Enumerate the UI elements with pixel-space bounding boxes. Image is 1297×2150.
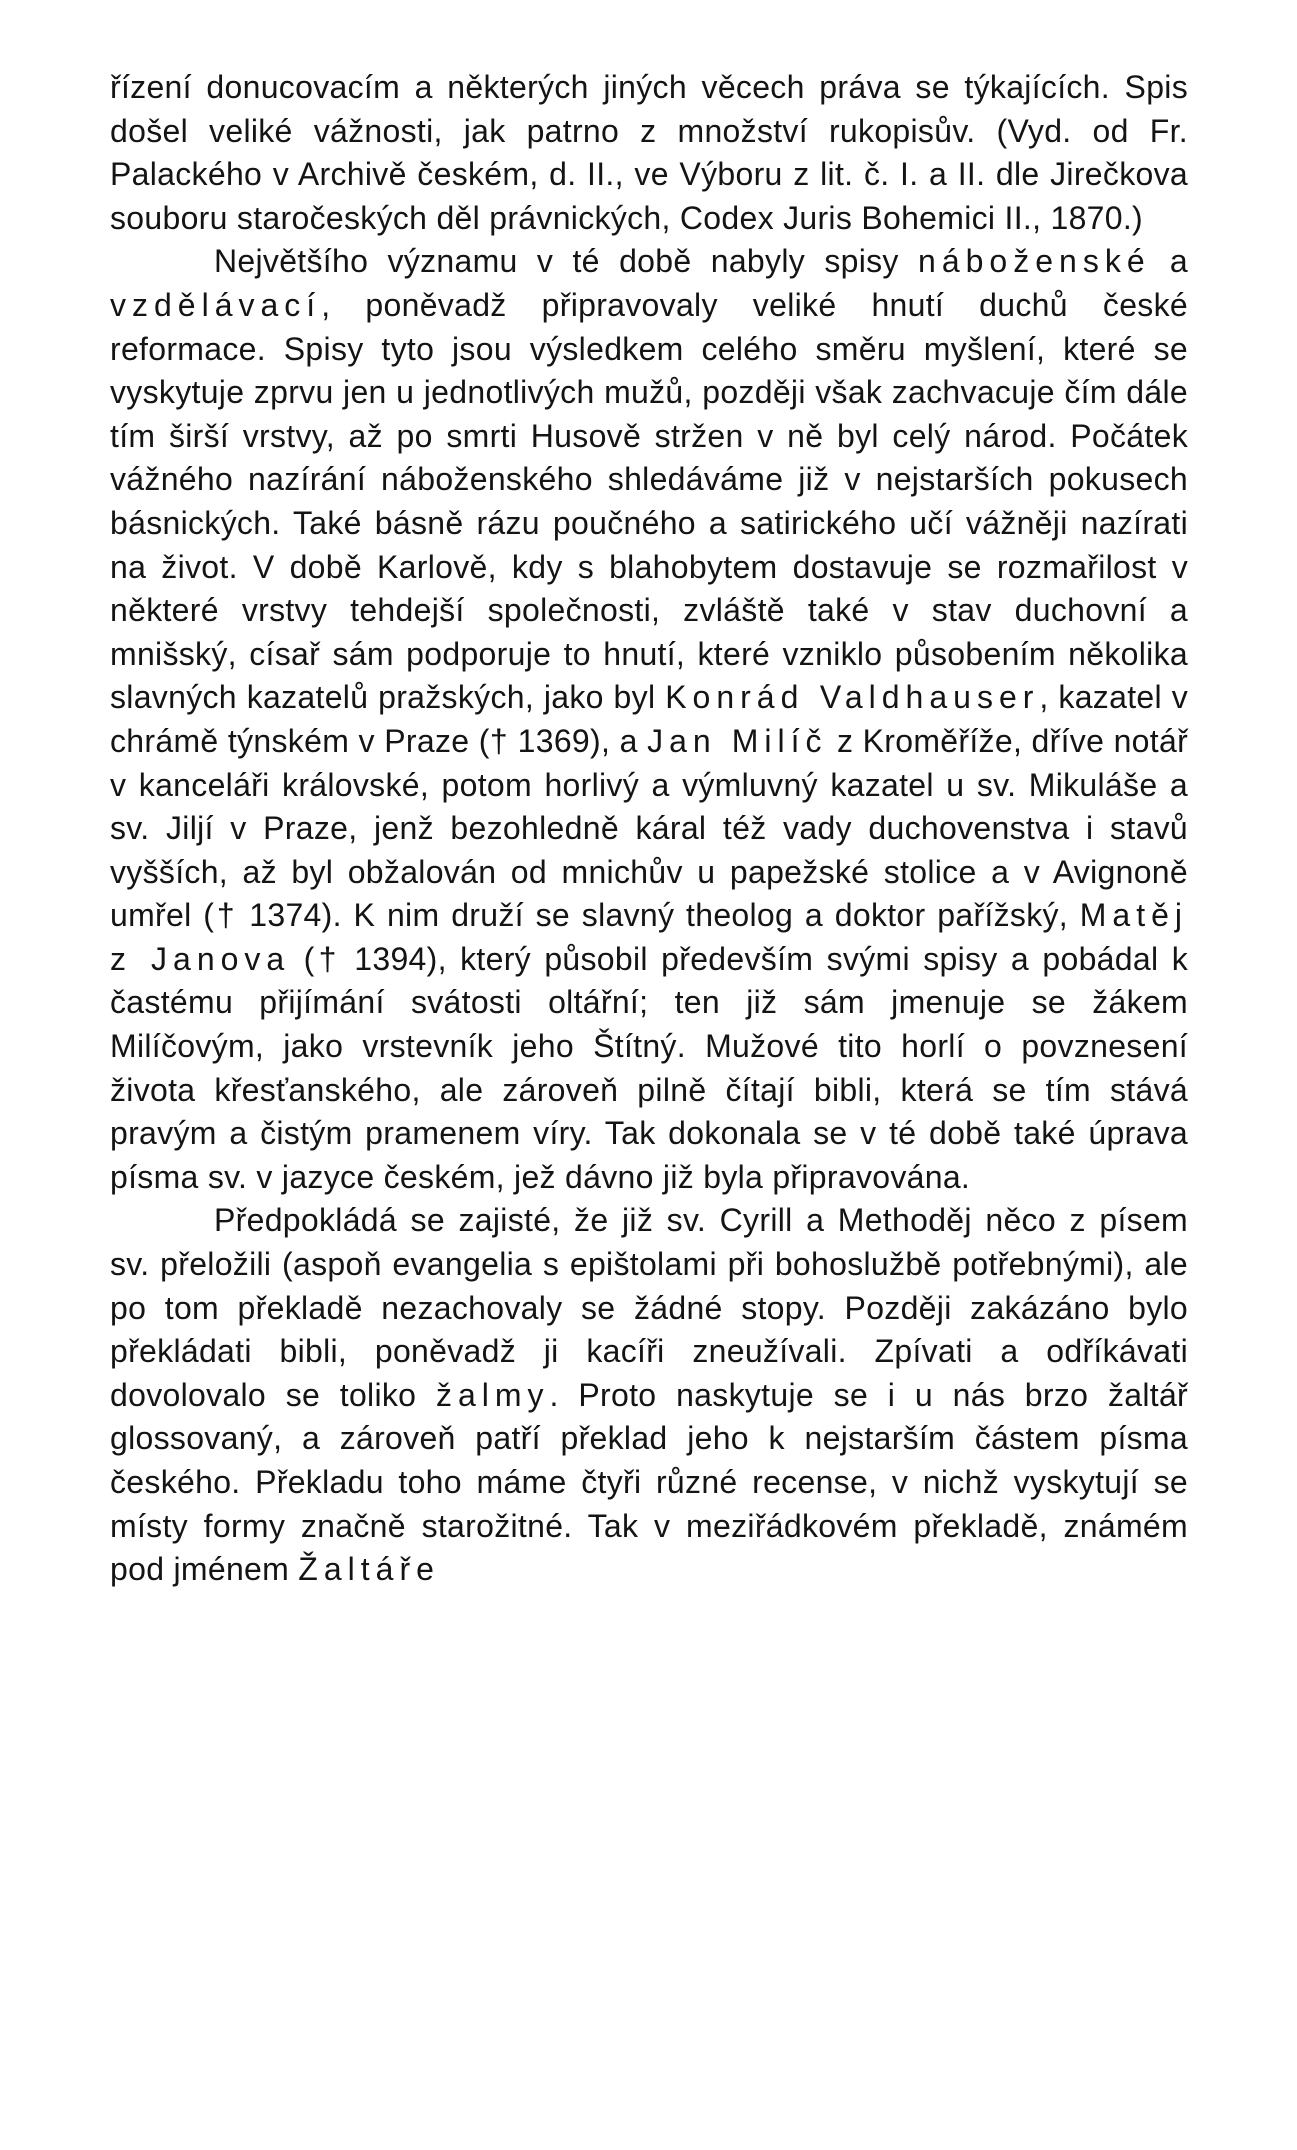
paragraph-3-text-a: Předpokládá se zajisté, že již sv. Cyrill a Methoděj něco z písem sv. přeložili (aspoň evangelia s epištolami při bohoslužbě potřebnými), ale po tom překladě nezachovaly se žádné stopy. Později zakázáno bylo překládati bibli, poněvadž ji kacíři zneužívali. Zpívati a odříkávati dovolovalo se toliko (110, 1202, 1188, 1413)
paragraph-1-text: řízení donucovacím a některých jiných věcech práva se týkajících. Spis došel veliké vážnosti, jak patrno z množství rukopisův. (Vyd. od Fr. Palackého v Archivě českém, d. II., ve Výboru z lit. č. I. a II. dle Jirečkova souboru staročeských děl právnických, Codex Juris Bohemici II., 1870.) (110, 69, 1188, 236)
paragraph-3-text-b: . Proto naskytuje se i u nás brzo žaltář glossovaný, a zároveň patří překlad jeho k nejstarším částem písma českého. Překladu toho máme čtyři různé recense, v nichž vyskytují se místy formy značně starožitné. Tak v meziřádkovém překladě, známém pod jménem (110, 1376, 1188, 1588)
spaced-term-zalmy: žalmy (435, 1376, 550, 1413)
document-page (110, 66, 1188, 1592)
spaced-term-zaltare: Žaltáře (298, 1551, 440, 1588)
spaced-name-konrad-valdhauser: Konrád Valdhauser (665, 679, 1040, 716)
paragraph-2-text-d: , kazatel v chrámě týnském v Praze († 1369), a (110, 679, 1189, 759)
paragraph-2-text-b: a (1150, 243, 1188, 280)
spaced-name-matej-z-janova: Matěj z Janova (110, 897, 1188, 977)
paragraph-1 (110, 66, 1188, 240)
paragraph-2-text-e: z Kroměříže, dříve notář v kanceláři královské, potom horlivý a výmluvný kazatel u sv. Mikuláše a sv. Jiljí v Praze, jenž bezohledně káral též vady duchovenstva i stavů vyšších, až byl obžalován od mnichův u papežské stolice a v Avignoně umřel († 1374). K nim druží se slavný theolog a doktor pařížský, (110, 722, 1189, 934)
paragraph-3 (110, 1199, 1188, 1591)
spaced-term-nabozenske: náboženské (918, 243, 1151, 280)
paragraph-2 (110, 240, 1188, 1199)
paragraph-2-text-f: († 1394), který působil především svými spisy a pobádal k častému přijímání svátosti oltářní; ten již sám jmenuje se žákem Milíčovým, jako vrstevník jeho Štítný. Mužové tito horlí o povznesení života křesťanského, ale zároveň pilně čítají bibli, která se tím stává pravým a čistým pramenem víry. Tak dokonala se v té době také úprava písma sv. v jazyce českém, jež dávno již byla připravována. (110, 940, 1189, 1195)
paragraph-2-text-c: , poněvadž připravovaly veliké hnutí duchů české reformace. Spisy tyto jsou výsledkem celého směru myšlení, které se vyskytuje zprvu jen u jednotlivých mužů, později však zachvacuje čím dále tím širší vrstvy, až po smrti Husově stržen v ně byl celý národ. Počátek vážného nazírání náboženského shledáváme již v nejstarších pokusech básnických. Také básně rázu poučného a satirického učí vážněji nazírati na život. V době Karlově, kdy s blahobytem dostavuje se rozmařilost v některé vrstvy tehdejší společnosti, zvláště také v stav duchovní a mnišský, císař sám podporuje to hnutí, které vzniklo působením několika slavných kazatelů pražských, jako byl (110, 286, 1188, 716)
spaced-name-jan-milic: Jan Milíč (647, 722, 828, 759)
paragraph-2-text-a: Největšího významu v té době nabyly spisy (214, 243, 919, 280)
spaced-term-vzdelavaci: vzdělávací (110, 286, 322, 323)
